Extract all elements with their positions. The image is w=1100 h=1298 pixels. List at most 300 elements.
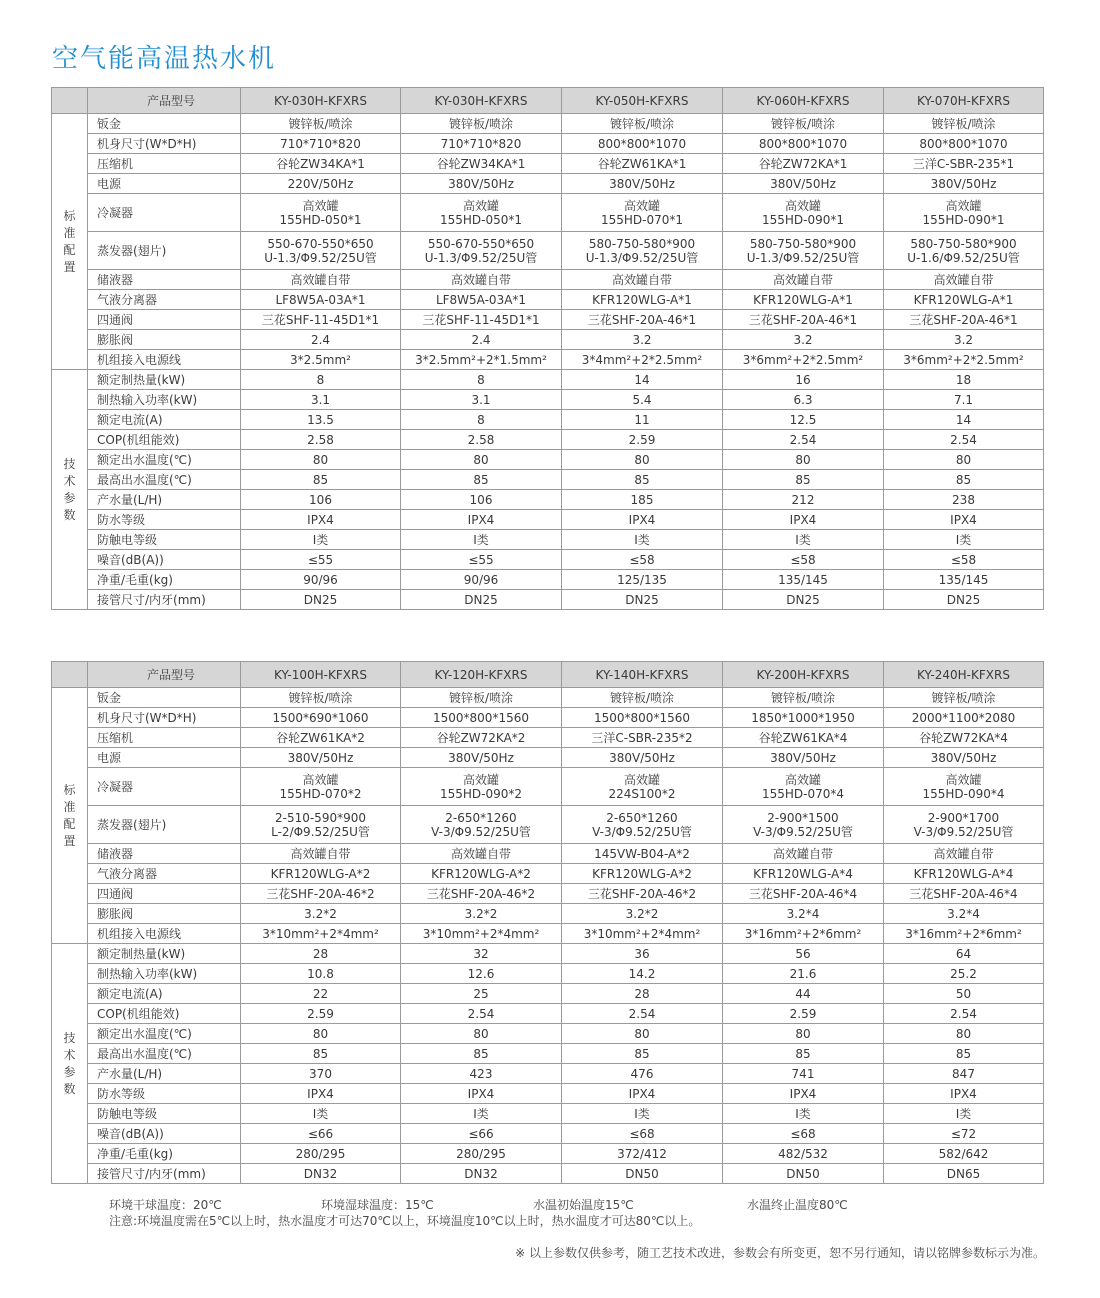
spec-value-line: 380V/50Hz	[448, 750, 514, 765]
spec-value-line: 710*710*820	[440, 136, 522, 151]
spec-value	[723, 964, 884, 984]
spec-value-line: 580-750-580*900	[910, 236, 1017, 251]
spec-row	[52, 194, 1044, 232]
test-conditions	[109, 1197, 848, 1213]
spec-row	[52, 924, 1044, 944]
spec-value-line: 谷轮ZW72KA*1	[758, 156, 848, 171]
spec-value	[723, 450, 884, 470]
spec-value-line: 12.6	[467, 966, 495, 981]
spec-value-line: 高效罐自带	[290, 846, 351, 861]
spec-value-line: 1500*800*1560	[433, 710, 529, 725]
spec-value-line: 三花SHF-20A-46*4	[909, 886, 1018, 901]
spec-value-line: 谷轮ZW61KA*4	[758, 730, 848, 745]
spec-value	[562, 290, 723, 310]
spec-value	[723, 390, 884, 410]
spec-value	[723, 1064, 884, 1084]
spec-value-line: 2.54	[950, 432, 977, 447]
spec-value-line: 372/412	[617, 1146, 667, 1161]
page-title: 空气能高温热水机	[52, 44, 277, 74]
spec-row	[52, 350, 1044, 370]
row-label: 电源	[88, 174, 241, 194]
spec-value	[723, 370, 884, 390]
spec-value-line: 56	[795, 946, 811, 961]
spec-row	[52, 310, 1044, 330]
spec-value	[241, 728, 401, 748]
spec-value-line: 镀锌板/喷涂	[288, 690, 353, 705]
spec-value	[562, 1104, 723, 1124]
spec-value-line: 1850*1000*1950	[751, 710, 855, 725]
spec-value	[241, 410, 401, 430]
spec-value	[241, 1164, 401, 1184]
spec-value-line: 3.2*2	[304, 906, 337, 921]
spec-value	[241, 924, 401, 944]
spec-value	[884, 590, 1044, 610]
spec-row	[52, 154, 1044, 174]
spec-value-line: I类	[312, 532, 329, 547]
spec-value	[562, 984, 723, 1004]
spec-value	[401, 806, 562, 844]
spec-value-line: 8	[316, 372, 325, 387]
spec-value-line: V-3/Φ9.52/25U管	[753, 824, 853, 839]
spec-value	[241, 1084, 401, 1104]
model-header: KY-030H-KFXRS	[241, 88, 401, 114]
spec-value	[241, 1124, 401, 1144]
spec-value	[562, 728, 723, 748]
spec-value	[884, 748, 1044, 768]
spec-value	[401, 688, 562, 708]
spec-value	[884, 1044, 1044, 1064]
spec-value-line: 高效罐自带	[772, 846, 833, 861]
spec-value-line: 85	[634, 1046, 650, 1061]
spec-row	[52, 728, 1044, 748]
spec-row	[52, 844, 1044, 864]
spec-value	[562, 390, 723, 410]
spec-row	[52, 370, 1044, 390]
spec-row	[52, 270, 1044, 290]
spec-value-line: 高效罐	[462, 772, 499, 787]
row-label: 四通阀	[88, 310, 241, 330]
spec-value-line: 212	[791, 492, 815, 507]
spec-value-line: 镀锌板/喷涂	[609, 690, 675, 705]
row-label: 机组接入电源线	[88, 350, 241, 370]
spec-row	[52, 470, 1044, 490]
spec-value-line: 106	[469, 492, 493, 507]
spec-value-line: 2.54	[467, 1006, 495, 1021]
spec-value-line: I类	[473, 532, 489, 547]
spec-value	[401, 490, 562, 510]
spec-value	[241, 984, 401, 1004]
spec-value	[884, 174, 1044, 194]
spec-value-line: 85	[955, 472, 972, 487]
spec-value-line: 14	[634, 372, 650, 387]
spec-value-line: 3.2	[953, 332, 974, 347]
spec-value-line: 三花SHF-11-45D1*1	[422, 312, 540, 327]
header-row	[52, 662, 1044, 688]
spec-value-line: 高效罐自带	[933, 272, 994, 287]
spec-value	[723, 844, 884, 864]
spec-value	[562, 570, 723, 590]
spec-value-line: 155HD-090*2	[439, 786, 523, 801]
spec-value-line: 85	[312, 1046, 329, 1061]
spec-value-line: IPX4	[628, 1086, 656, 1101]
spec-value-line: DN65	[946, 1166, 981, 1181]
spec-value-line: ≤68	[629, 1126, 655, 1141]
spec-value-line: DN50	[786, 1166, 820, 1181]
row-label: 冷凝器	[88, 768, 241, 806]
spec-value-line: 三花SHF-20A-46*2	[266, 886, 375, 901]
spec-value-line: 85	[795, 1046, 811, 1061]
spec-value	[884, 490, 1044, 510]
spec-value	[723, 550, 884, 570]
row-label: 制热输入功率(kW)	[88, 390, 241, 410]
spec-value-line: 8	[477, 372, 485, 387]
spec-value-line: 三花SHF-20A-46*1	[587, 312, 697, 327]
model-header: KY-200H-KFXRS	[723, 662, 884, 688]
spec-value	[401, 944, 562, 964]
spec-row	[52, 1044, 1044, 1064]
spec-row	[52, 1024, 1044, 1044]
spec-row	[52, 430, 1044, 450]
spec-row	[52, 1144, 1044, 1164]
spec-value-line: 镀锌板/喷涂	[770, 690, 836, 705]
spec-value	[723, 984, 884, 1004]
spec-row	[52, 904, 1044, 924]
spec-value	[723, 570, 884, 590]
spec-row	[52, 1084, 1044, 1104]
spec-value	[401, 924, 562, 944]
spec-value	[241, 1144, 401, 1164]
spec-value-line: 90/96	[463, 572, 499, 587]
spec-value	[401, 1124, 562, 1144]
spec-value-line: 6.3	[793, 392, 813, 407]
spec-value	[241, 844, 401, 864]
spec-value	[723, 510, 884, 530]
spec-value	[241, 904, 401, 924]
spec-value	[723, 530, 884, 550]
spec-value	[884, 290, 1044, 310]
spec-value	[723, 944, 884, 964]
spec-value	[401, 1004, 562, 1024]
row-label: 机身尺寸(W*D*H)	[88, 708, 241, 728]
spec-value-line: KFR120WLG-A*1	[753, 292, 853, 307]
spec-value	[723, 708, 884, 728]
spec-value-line: KFR120WLG-A*2	[592, 866, 692, 881]
spec-value-line: 28	[634, 986, 650, 1001]
row-label: 膨胀阀	[88, 904, 241, 924]
spec-value-line: 谷轮ZW34KA*1	[436, 156, 526, 171]
spec-value-line: 380V/50Hz	[287, 750, 354, 765]
spec-value-line: 80	[473, 1026, 489, 1041]
spec-value	[562, 806, 723, 844]
spec-value	[884, 904, 1044, 924]
row-label: 机身尺寸(W*D*H)	[88, 134, 241, 154]
header-label: 产品型号	[88, 662, 241, 688]
spec-value-line: 155HD-070*2	[279, 786, 362, 801]
spec-value-line: V-3/Φ9.52/25U管	[913, 824, 1014, 839]
spec-row	[52, 884, 1044, 904]
spec-value	[562, 924, 723, 944]
spec-value-line: 2.59	[789, 1006, 817, 1021]
spec-value-line: 5.4	[632, 392, 652, 407]
spec-value-line: ≤55	[307, 552, 334, 567]
spec-value-line: 135/145	[938, 572, 989, 587]
spec-value-line: IPX4	[467, 1086, 495, 1101]
row-label: 储液器	[88, 270, 241, 290]
spec-value-line: 3.2*4	[786, 906, 820, 921]
spec-value	[884, 550, 1044, 570]
spec-value-line: ≤58	[629, 552, 655, 567]
section-label-technical	[52, 370, 88, 610]
spec-value-line: IPX4	[467, 512, 495, 527]
row-label: 钣金	[88, 114, 241, 134]
spec-value	[723, 1004, 884, 1024]
spec-value	[241, 688, 401, 708]
spec-value	[884, 470, 1044, 490]
model-header: KY-060H-KFXRS	[723, 88, 884, 114]
spec-value	[241, 1064, 401, 1084]
spec-value-line: KFR120WLG-A*4	[753, 866, 853, 881]
spec-value	[723, 490, 884, 510]
spec-row	[52, 450, 1044, 470]
spec-value-line: 380V/50Hz	[609, 750, 675, 765]
spec-value-line: 85	[955, 1046, 972, 1061]
spec-value	[241, 490, 401, 510]
spec-value	[723, 350, 884, 370]
section-label-standard	[52, 688, 88, 944]
spec-table-2	[51, 661, 1044, 1184]
spec-value-line: 11	[634, 412, 650, 427]
row-label: 电源	[88, 748, 241, 768]
row-label: 噪音(dB(A))	[88, 1124, 241, 1144]
spec-value	[241, 530, 401, 550]
spec-value-line: DN25	[946, 592, 981, 607]
spec-value-line: I类	[473, 1106, 489, 1121]
spec-value	[401, 1144, 562, 1164]
spec-value	[562, 370, 723, 390]
spec-value-line: 高效罐自带	[611, 272, 672, 287]
spec-value-line: 21.6	[789, 966, 817, 981]
spec-value	[562, 154, 723, 174]
row-label: 最高出水温度(℃)	[88, 1044, 241, 1064]
spec-value-line: 2-510-590*900	[274, 810, 366, 825]
spec-value-line: 镀锌板/喷涂	[931, 116, 996, 131]
spec-value	[241, 806, 401, 844]
spec-value	[401, 844, 562, 864]
spec-value	[241, 864, 401, 884]
spec-value	[723, 134, 884, 154]
spec-value-line: 3*2.5mm²	[290, 352, 351, 367]
spec-row	[52, 964, 1044, 984]
spec-value	[401, 550, 562, 570]
spec-value-line: 550-670-550*650	[267, 236, 374, 251]
spec-value-line: KFR120WLG-A*2	[431, 866, 531, 881]
spec-value	[241, 310, 401, 330]
spec-value	[401, 114, 562, 134]
spec-value-line: 镀锌板/喷涂	[609, 116, 675, 131]
spec-value	[723, 430, 884, 450]
spec-value-line: 三花SHF-11-45D1*1	[261, 312, 380, 327]
spec-value-line: ≤55	[468, 552, 494, 567]
spec-value	[884, 330, 1044, 350]
spec-value-line: 28	[312, 946, 329, 961]
spec-value-line: I类	[312, 1106, 329, 1121]
spec-value-line: 2.58	[467, 432, 495, 447]
spec-value-line: 580-750-580*900	[588, 236, 696, 251]
spec-value	[562, 964, 723, 984]
spec-value	[562, 350, 723, 370]
spec-value	[884, 154, 1044, 174]
spec-value-line: DN50	[625, 1166, 659, 1181]
spec-value-line: 80	[634, 452, 650, 467]
spec-value	[241, 232, 401, 270]
spec-value	[401, 728, 562, 748]
spec-value	[562, 550, 723, 570]
spec-value	[723, 768, 884, 806]
spec-value	[884, 350, 1044, 370]
spec-value	[401, 748, 562, 768]
model-header: KY-050H-KFXRS	[562, 88, 723, 114]
spec-row	[52, 708, 1044, 728]
spec-value-line: 80	[312, 1026, 329, 1041]
spec-value-line: 155HD-090*1	[761, 212, 845, 227]
row-label: 机组接入电源线	[88, 924, 241, 944]
spec-row	[52, 1124, 1044, 1144]
spec-row	[52, 748, 1044, 768]
spec-value-line: 3*10mm²+2*4mm²	[262, 926, 379, 941]
spec-value	[884, 768, 1044, 806]
spec-value-line: 280/295	[456, 1146, 506, 1161]
spec-row	[52, 510, 1044, 530]
spec-value-line: 3*2.5mm²+2*1.5mm²	[415, 352, 547, 367]
spec-row	[52, 1164, 1044, 1184]
spec-value-line: 25	[473, 986, 489, 1001]
spec-value	[241, 330, 401, 350]
spec-value	[401, 270, 562, 290]
spec-value	[884, 864, 1044, 884]
row-label: 气液分离器	[88, 290, 241, 310]
spec-value-line: 380V/50Hz	[770, 750, 836, 765]
spec-value	[884, 570, 1044, 590]
spec-row	[52, 944, 1044, 964]
notes	[109, 1197, 848, 1229]
spec-value	[562, 510, 723, 530]
spec-value	[241, 154, 401, 174]
row-label: 净重/毛重(kg)	[88, 1144, 241, 1164]
spec-value-line: 85	[473, 472, 489, 487]
spec-row	[52, 1064, 1044, 1084]
spec-value	[723, 1124, 884, 1144]
spec-value	[562, 1124, 723, 1144]
spec-value-line: 高效罐自带	[450, 846, 511, 861]
spec-value-line: DN32	[303, 1166, 338, 1181]
spec-value	[241, 350, 401, 370]
attention-note: 注意:环境温度需在5℃以上时，热水温度才可达70℃以上，环境温度10℃以上时，热水温度才可达80℃以上。	[109, 1214, 701, 1228]
spec-value	[241, 174, 401, 194]
spec-value-line: 2.54	[950, 1006, 977, 1021]
spec-value	[401, 390, 562, 410]
condition-water-final: 水温终止温度80℃	[747, 1198, 848, 1212]
spec-value	[241, 430, 401, 450]
spec-value	[562, 708, 723, 728]
section-label-text: 标准配置	[63, 782, 76, 848]
spec-value	[884, 688, 1044, 708]
spec-row	[52, 390, 1044, 410]
spec-value-line: 44	[795, 986, 811, 1001]
row-label: 制热输入功率(kW)	[88, 964, 241, 984]
spec-value-line: 3.2	[793, 332, 813, 347]
spec-value-line: 3.2	[632, 332, 652, 347]
spec-value-line: 2.4	[471, 332, 491, 347]
row-label: 防触电等级	[88, 530, 241, 550]
spec-value	[401, 1104, 562, 1124]
spec-value	[884, 510, 1044, 530]
spec-value-line: 155HD-090*1	[922, 212, 1005, 227]
spec-value	[401, 470, 562, 490]
spec-row	[52, 984, 1044, 1004]
spec-value-line: 14.2	[628, 966, 656, 981]
spec-value-line: 155HD-070*1	[600, 212, 684, 227]
header-row	[52, 88, 1044, 114]
spec-value-line: 高效罐自带	[772, 272, 833, 287]
spec-value	[562, 232, 723, 270]
spec-value	[884, 410, 1044, 430]
spec-value	[241, 708, 401, 728]
spec-value	[723, 1024, 884, 1044]
spec-value	[884, 1064, 1044, 1084]
spec-row	[52, 530, 1044, 550]
spec-value-line: 3*16mm²+2*6mm²	[744, 926, 862, 941]
spec-value-line: 155HD-070*4	[761, 786, 845, 801]
spec-value	[241, 570, 401, 590]
spec-value-line: 125/135	[617, 572, 667, 587]
spec-value-line: 14	[955, 412, 972, 427]
spec-value-line: 2.58	[307, 432, 334, 447]
spec-value	[723, 470, 884, 490]
spec-value	[562, 748, 723, 768]
spec-value	[723, 688, 884, 708]
row-label: 储液器	[88, 844, 241, 864]
spec-value	[562, 1144, 723, 1164]
spec-value	[401, 1084, 562, 1104]
spec-value-line: 185	[630, 492, 654, 507]
spec-value-line: I类	[955, 1106, 972, 1121]
spec-value-line: U-1.3/Φ9.52/25U管	[746, 250, 860, 265]
row-label: 气液分离器	[88, 864, 241, 884]
spec-row	[52, 232, 1044, 270]
spec-value-line: 高效罐	[945, 772, 982, 787]
spec-value-line: 三花SHF-20A-46*4	[748, 886, 858, 901]
header-corner	[52, 88, 88, 114]
spec-value-line: 3.1	[310, 392, 331, 407]
spec-value	[723, 310, 884, 330]
spec-value	[562, 194, 723, 232]
spec-value-line: 155HD-050*1	[279, 212, 362, 227]
spec-value	[723, 270, 884, 290]
spec-value	[562, 884, 723, 904]
spec-table-1	[51, 87, 1044, 610]
spec-value-line: 3.1	[471, 392, 491, 407]
spec-value-line: 135/145	[778, 572, 828, 587]
spec-value	[401, 570, 562, 590]
spec-value-line: 800*800*1070	[597, 136, 687, 151]
spec-value-line: 220V/50Hz	[287, 176, 354, 191]
spec-value	[884, 530, 1044, 550]
spec-value-line: 380V/50Hz	[770, 176, 836, 191]
spec-value-line: LF8W5A-03A*1	[275, 292, 366, 307]
spec-row	[52, 490, 1044, 510]
spec-value-line: IPX4	[307, 512, 334, 527]
spec-value	[723, 1084, 884, 1104]
